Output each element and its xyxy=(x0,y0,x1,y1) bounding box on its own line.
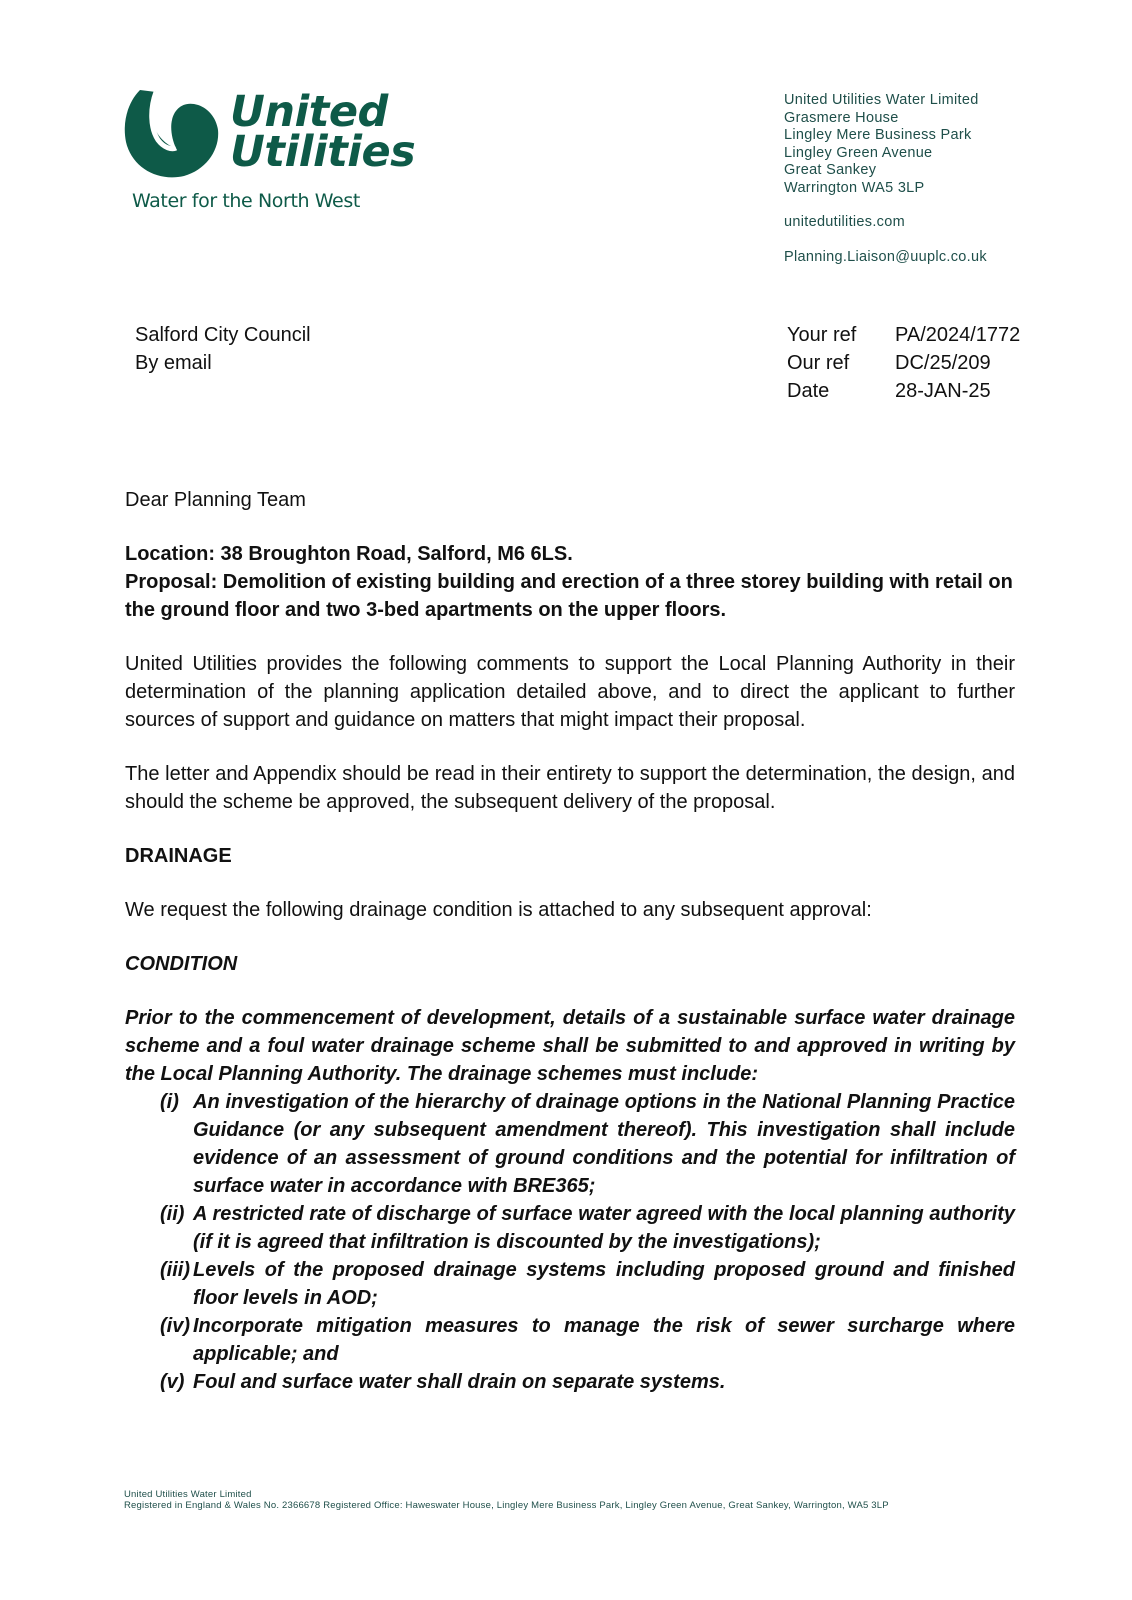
ref-row-our-ref xyxy=(787,349,1020,377)
recipient-name: Salford City Council xyxy=(135,324,311,346)
page-footer xyxy=(124,1489,889,1511)
condition-item-number: (ii) xyxy=(160,1203,185,1225)
intro-paragraph: United Utilities provides the following comments to support the Local Planning Authority in their determination of the planning application detailed above, and to direct the applicant to further sources of support and guidance on matters that might impact their proposal. xyxy=(125,653,1015,731)
condition-item-text: Foul and surface water shall drain on separate systems. xyxy=(193,1371,726,1393)
condition-item-text: Levels of the proposed drainage systems including proposed ground and finished floor levels in AOD; xyxy=(193,1259,1015,1309)
location-line: Location: 38 Broughton Road, Salford, M6 6LS. xyxy=(125,543,573,565)
logo-tagline: Water for the North West xyxy=(132,190,360,212)
condition-list xyxy=(125,1088,1015,1396)
ref-label: Your ref xyxy=(787,324,857,346)
condition-paragraph: Prior to the commencement of development, details of a sustainable surface water drainage scheme and a foul water drainage scheme shall be submitted to and approved in writing by the Local Planning Authority. The drainage schemes must include: xyxy=(125,1007,1015,1085)
company-email-link[interactable]: Planning.Liaison@uuplc.co.uk xyxy=(784,248,987,265)
logo-word-united: United xyxy=(230,87,388,137)
condition-item-text: An investigation of the hierarchy of drainage options in the National Planning Practice Guidance (or any subsequent amendment thereof). This investigation shall include evidence of an assessment of ground conditions and the potential for infiltration of surface water in accordance with BRE365; xyxy=(193,1091,1015,1197)
company-website-link[interactable]: unitedutilities.com xyxy=(784,214,905,230)
condition-item-number: (iii) xyxy=(160,1259,190,1281)
ref-row-your-ref xyxy=(787,321,1020,349)
ref-value: 28-JAN-25 xyxy=(895,380,991,402)
address-line: Lingley Mere Business Park xyxy=(784,127,972,143)
ref-value: PA/2024/1772 xyxy=(895,324,1021,346)
condition-item xyxy=(125,1088,1015,1200)
footer-company: United Utilities Water Limited xyxy=(124,1489,252,1500)
ref-label: Our ref xyxy=(787,352,850,374)
address-line: Lingley Green Avenue xyxy=(784,144,933,161)
u-drop-logo-icon xyxy=(122,88,222,180)
condition-item xyxy=(125,1312,1015,1368)
recipient-method: By email xyxy=(135,352,212,374)
ref-value: DC/25/209 xyxy=(895,352,991,374)
salutation: Dear Planning Team xyxy=(125,489,306,511)
reference-block xyxy=(787,321,1020,405)
request-paragraph: We request the following drainage condition is attached to any subsequent approval: xyxy=(125,899,872,921)
condition-item-number: (iv) xyxy=(160,1315,190,1337)
condition-item-text: A restricted rate of discharge of surface water agreed with the local planning authority (if it is agreed that infiltration is discounted by the investigations); xyxy=(193,1203,1015,1253)
company-address-block xyxy=(784,92,987,266)
logo-word-utilities: Utilities xyxy=(230,127,416,177)
united-utilities-logo xyxy=(122,87,416,218)
ref-label: Date xyxy=(787,380,830,402)
condition-item xyxy=(125,1256,1015,1312)
address-line: Grasmere House xyxy=(784,109,899,126)
proposal-line: Proposal: Demolition of existing building and erection of a three storey building with retail on the ground floor and two 3-bed apartments on the upper floors. xyxy=(125,571,1013,621)
address-line: Great Sankey xyxy=(784,162,877,178)
address-line: Warrington WA5 3LP xyxy=(784,179,925,196)
letter-body xyxy=(125,486,1015,1396)
condition-item xyxy=(125,1200,1015,1256)
condition-item-number: (i) xyxy=(160,1091,179,1113)
address-line: United Utilities Water Limited xyxy=(784,92,979,108)
condition-item xyxy=(125,1368,1015,1396)
condition-item-text: Incorporate mitigation measures to manage the risk of sewer surcharge where applicable; and xyxy=(193,1315,1015,1365)
condition-item-number: (v) xyxy=(160,1371,185,1393)
condition-heading: CONDITION xyxy=(125,953,238,975)
recipient-block xyxy=(135,321,311,377)
read-note-paragraph: The letter and Appendix should be read in their entirety to support the determination, the design, and should the scheme be approved, the subsequent delivery of the proposal. xyxy=(125,763,1015,813)
ref-row-date xyxy=(787,377,1020,405)
footer-registration: Registered in England & Wales No. 2366678 Registered Office: Haweswater House, Lingley Mere Business Park, Lingley Green Avenue, Great Sankey, Warrington, WA5 3LP xyxy=(124,1500,889,1511)
drainage-heading: DRAINAGE xyxy=(125,845,232,867)
